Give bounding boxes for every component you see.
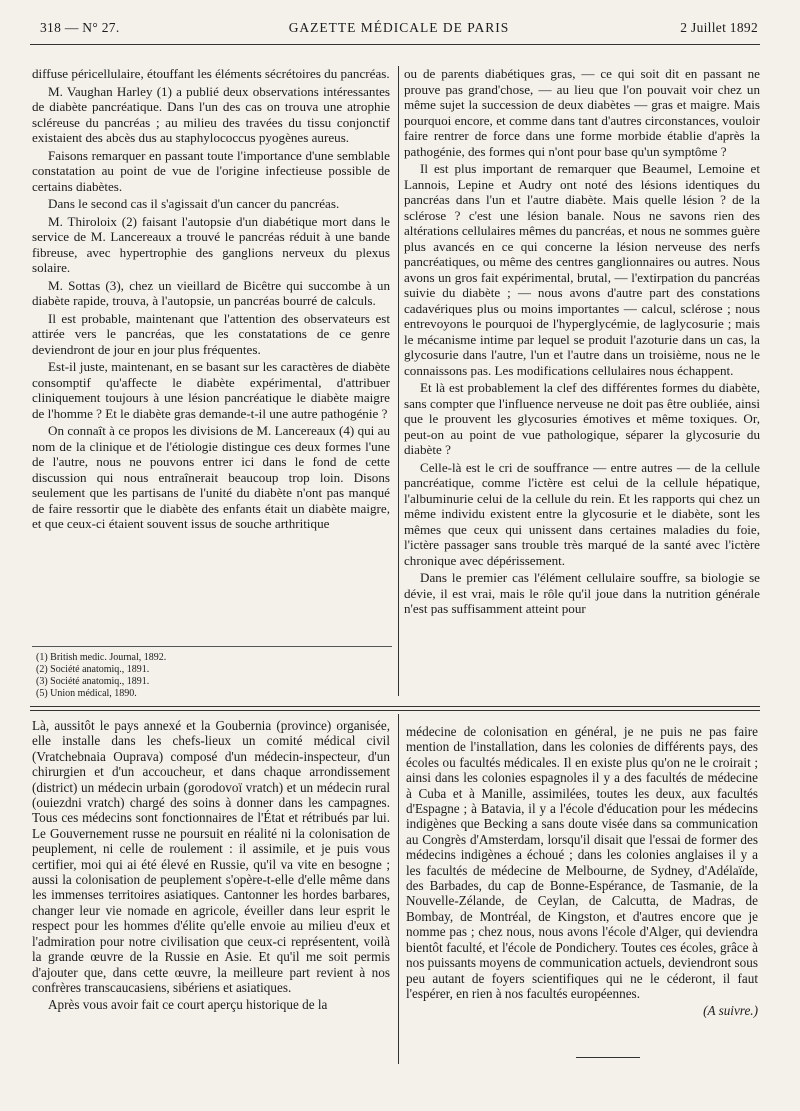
paragraph: Là, aussitôt le pays annexé et la Goubernia (province) organisée, elle installe dans les chefs-lieux un comité médical civil (Vratchebnaia Ouprava) composé d'un médecin-inspecteur, d'un chirurgien et d'un accoucheur, et dans chaque arrondissement (district) un médecin urbain (gorodovoï vratch) et un médecin rural (ouiezdni vratch) chargé des soins à donner dans les campagnes. Tous ces médecins sont fonctionnaires de l'État et rétribués par lui. Le Gouvernement russe ne poursuit en réalité ni la colonisation de peuplement, ni celle de roulement : il assimile, et je puis vous certifier, moi qui ai été élevé en Russie, qu'il va vite en besogne ; aussi la colonisation de peuplement s'opère-t-elle d'elle même dans les immenses territoires asiatiques. Cantonner les hordes barbares, changer leur vie nomade en agricole, éveiller dans leur esprit le respect pour les hommes d'élite qu'elle envoie au milieu d'eux et l'admiration pour notre civilisation que ceux-ci représentent, voilà la grande œuvre de la Russie en Asie. Et qu'il me soit permis d'ajouter que, dans cette œuvre, la meilleure part revient à nos confrères transcaucasiens, sibériens et asiatiques. xyxy=(32,718,390,995)
paragraph: Est-il juste, maintenant, en se basant sur les caractères de diabète consomptif qu'affecte le diabète expérimental, d'attribuer cliniquement toujours à une lésion pancréatique le diabète maigre de l'homme ? Et le diabète gras demande-t-il une autre pathogénie ? xyxy=(32,359,390,421)
feuilleton-right-column xyxy=(406,724,758,1021)
paragraph: Faisons remarquer en passant toute l'importance d'une semblable constatation au point de vue de l'origine infectieuse possible de certains diabètes. xyxy=(32,147,390,194)
page-header xyxy=(40,20,758,42)
paragraph: Après vous avoir fait ce court aperçu historique de la xyxy=(48,997,328,1013)
footnote: (5) Union médical, 1890. xyxy=(36,688,137,699)
footnotes xyxy=(36,652,376,700)
article-top-right-column xyxy=(404,66,760,619)
paragraph: M. Thiroloix (2) faisant l'autopsie d'un diabétique mort dans le service de M. Lancereaux a trouvé le pancréas réduit à une bande fibreuse, avec hypertrophie des ganglions nerveux du plexus solaire. xyxy=(32,213,390,275)
page-number: 318 — N° 27. xyxy=(40,20,120,35)
paragraph: Dans le second cas il s'agissait d'un cancer du pancréas. xyxy=(48,196,340,211)
footnote: (3) Société anatomiq., 1891. xyxy=(36,676,150,687)
paragraph: Celle-là est le cri de souffrance — entre autres — de la cellule pancréatique, comme l'ictère est celui de la cellule hépatique, l'albuminurie celui de la cellule du rein. Et les rapports qui chez un même individu existent entre la glycosurie et le diabète, sont les mêmes que ceux qui unissent dans certaines maladies du foie, l'ictère passager sans trouble très marqué de la santé avec l'ictère chronique avec dépérissement. xyxy=(404,459,760,568)
paragraph: M. Vaughan Harley (1) a publié deux observations intéressantes de diabète pancréatique. Dans l'un des cas on trouva une atrophie scléreuse du pancréas ; au milieu des travées du tissu conjonctif existaient des abcès dus au staphylococcus pyogènes aureus. xyxy=(32,83,390,145)
feuilleton-left-column xyxy=(32,718,390,1015)
column-divider xyxy=(398,714,399,1064)
paragraph: On connaît à ce propos les divisions de M. Lancereaux (4) qui au nom de la clinique et de l'étiologie distingue ces deux formes l'une de l'autre, nous ne pouvons entrer ici dans le fond de cette discussion qui nous entraînerait beaucoup trop loin. Disons seulement que les partisans de l'unité du diabète n'ont pas manqué de faire ressortir que le diabète des enfants était un diabète maigre, et que ceux-ci étaient souvent issus de souche arthritique xyxy=(32,423,390,531)
column-divider xyxy=(398,66,399,696)
paragraph: Il est plus important de remarquer que Beaumel, Lemoine et Lannois, Lepine et Audry ont noté des lésions identiques du pancréas dans l'un et l'autre diabète. Mais quelle lésion ? de la sclérose ? c'est une lésion banale. Nous ne savons rien des altérations cellulaires mêmes du pancréas, et nous ne sommes guère plus avancés en ce qui concerne la lésion nerveuse des nerfs pancréatiques, ou même des centres ganglionnaires ou autres. Nous avons un gros fait expérimental, brutal, — l'extirpation du pancréas suivie du diabète ; — nous avons d'autre part des constations cadavériques plus ou moins importantes — calcul, sclérose ; nous entrevoyons le pourquoi de l'hyperglycémie, de laglycosurie ; mais le mécanisme intime par lequel se produit l'azoturie dans un cas, la glycosurie dans l'autre, l'un et l'autre dans un troisième, nous ne le connaissons pas. Les modifications cellulaires nous échappent. xyxy=(404,161,760,378)
paragraph: M. Sottas (3), chez un vieillard de Bicêtre qui succombe à un diabète rapide, trouva, à l'autopsie, un pancréas bourré de calculs. xyxy=(32,277,390,308)
paragraph: ou de parents diabétiques gras, — ce qui soit dit en passant ne prouve pas grand'chose, — au lieu que l'on pouvait voir chez un même sujet la succession de deux diabètes — gras et maigre. Mais pourquoi encore, et comme dans tant d'autres circonstances, vouloir faire rentrer de force dans une forme morbide établie d'après la pathogénie, des formes qui n'ont pour base qu'un symptôme ? xyxy=(404,66,760,159)
paragraph: Dans le premier cas l'élément cellulaire souffre, sa biologie se dévie, il est vrai, mais le rôle qu'il joue dans la nutrition générale n'est pas suffisamment atteint pour xyxy=(404,570,760,616)
journal-title: GAZETTE MÉDICALE DE PARIS xyxy=(288,20,510,35)
article-top-left-column xyxy=(32,66,390,534)
paragraph: diffuse péricellulaire, étouffant les éléments sécrétoires du pancréas. xyxy=(32,66,390,81)
end-rule xyxy=(576,1057,640,1058)
paragraph: Et là est probablement la clef des différentes formes du diabète, sans compter que l'influence nerveuse ne doit pas être oubliée, ainsi que le prouvent les glycosuries émotives et même toxiques. Or, peut-on au point de vue pathologique, séparer la glycosurie du diabète ? xyxy=(404,380,760,457)
to-be-continued: (A suivre.) xyxy=(703,1003,758,1019)
issue-date: 2 Juillet 1892 xyxy=(680,20,758,35)
paragraph: Il est probable, maintenant que l'attention des observateurs est attirée vers le pancréas, que les constatations de ce genre deviendront de jour en jour plus fréquentes. xyxy=(32,310,390,357)
footnote-rule xyxy=(32,646,392,647)
footnote: (2) Société anatomiq., 1891. xyxy=(36,664,150,675)
section-rule-double xyxy=(30,710,760,711)
footnote: (1) British medic. Journal, 1892. xyxy=(36,652,167,663)
paragraph: médecine de colonisation en général, je ne puis ne pas faire mention de l'installation, dans les colonies de différents pays, des écoles ou facultés médicales. Il en existe plus qu'on ne le croirait ; ainsi dans les colonies espagnoles il y a des facultés de médecine à Cuba et à Manille, assimilées, toutes les deux, aux facultés d'Espagne ; à Batavia, il y a l'école d'éducation pour les médecins indigènes que Becking a sans doute visée dans sa communication au Congrès d'Amsterdam, lorsqu'il disait que l'essai de former des médecins indigènes a échoué ; dans les colonies anglaises il y a les facultés de médecine de Melbourne, de Sydney, d'Adélaïde, des Barbades, du cap de Bonne-Espérance, de Tasmanie, de la Nouvelle-Zélande, de Ceylan, de Calcutta, de Madras, de Bombay, de Montréal, de Kingston, et d'autres encore que je nomme pas ; chez nous, nous avons l'école d'Alger, qui deviendra bientôt faculté, et l'école de Pondichery. Toutes ces écoles, grâce à nos puissants moyens de communication actuels, deviendront sous peu autant de foyers scientifiques qui ne le céderont, il faut l'espérer, en rien à nos facultés européennes. xyxy=(406,724,758,1001)
header-rule xyxy=(30,44,760,45)
section-rule xyxy=(30,706,760,707)
